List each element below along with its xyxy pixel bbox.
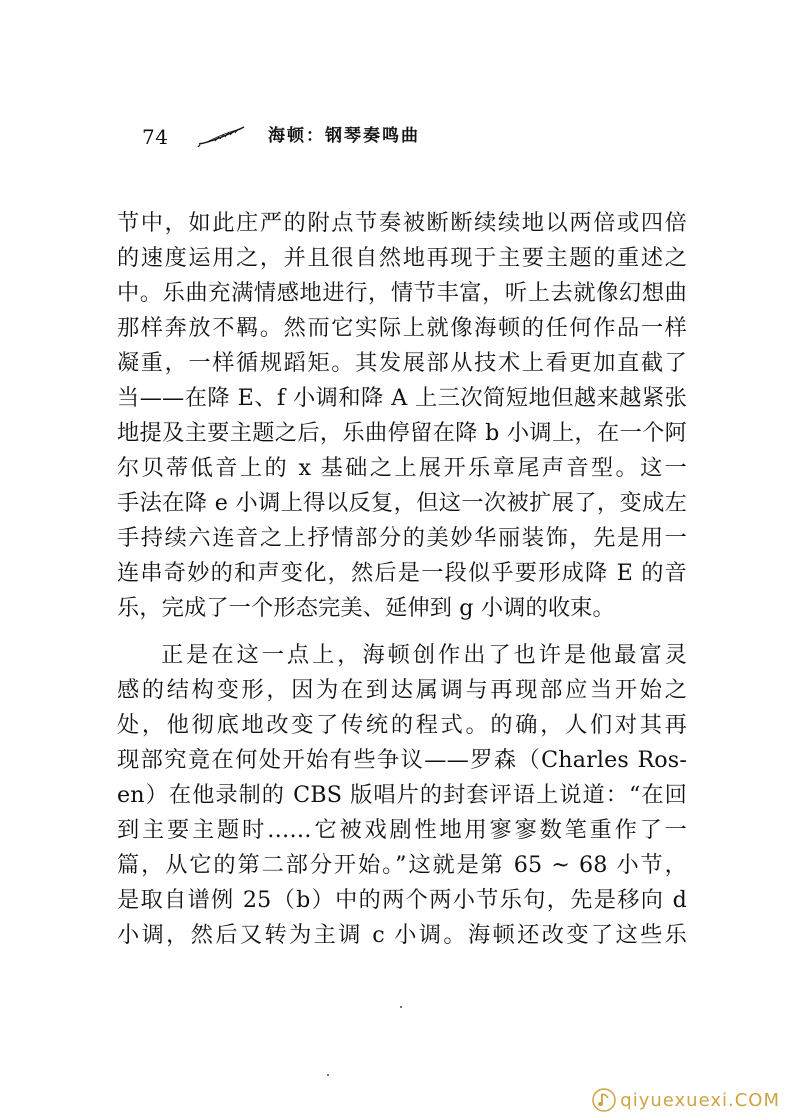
text-line: 篇，从它的第二部分开始。”这就是第 65 ~ 68 小节， [117, 852, 687, 878]
text-line: 节中，如此庄严的附点节奏被断断续续地以两倍或四倍 [117, 210, 687, 236]
page-number: 74 [142, 125, 169, 149]
text-line: 尔贝蒂低音上的 x 基础之上展开乐章尾声音型。这一 [117, 455, 687, 481]
running-title: 海顿：钢琴奏鸣曲 [268, 126, 420, 146]
text-line: 那样奔放不羁。然而它实际上就像海顿的任何作品一样 [117, 315, 687, 341]
text-line: 的速度运用之，并且很自然地再现于主要主题的重述之 [117, 245, 687, 271]
body-text [117, 206, 687, 953]
watermark-text: qiyuexuexi.COM [620, 1089, 780, 1111]
text-line: 现部究竟在何处开始有些争议——罗森（Charles Ros- [117, 747, 687, 773]
text-line: 处，他彻底地改变了传统的程式。的确，人们对其再 [117, 712, 687, 738]
scan-speck [400, 1006, 402, 1008]
text-line: 连串奇妙的和声变化，然后是一段似乎要形成降 E 的音 [117, 560, 687, 586]
text-line: 中。乐曲充满情感地进行，情节丰富，听上去就像幻想曲 [117, 280, 687, 306]
scan-speck [327, 1074, 329, 1076]
text-line: 感的结构变形，因为在到达属调与再现部应当开始之 [117, 677, 687, 703]
text-line: 到主要主题时……它被戏剧性地用寥寥数笔重作了一 [117, 817, 687, 843]
site-watermark [592, 1085, 780, 1115]
text-line: 乐，完成了一个形态完美、延伸到 g 小调的收束。 [117, 595, 615, 621]
text-line: 小调，然后又转为主调 c 小调。海顿还改变了这些乐 [117, 922, 687, 948]
text-line: 手法在降 e 小调上得以反复，但这一次被扩展了，变成左 [117, 490, 687, 516]
text-line: 凝重，一样循规蹈矩。其发展部从技术上看更加直截了 [117, 350, 687, 376]
page-header [142, 120, 562, 156]
text-line: 当——在降 E、f 小调和降 A 上三次简短地但越来越紧张 [117, 385, 687, 411]
text-line: en）在他录制的 CBS 版唱片的封套评语上说道：“在回 [117, 782, 687, 808]
text-line: 正是在这一点上，海顿创作出了也许是他最富灵 [161, 642, 687, 668]
quill-ornament-icon [197, 124, 247, 148]
music-note-logo-icon [592, 1088, 616, 1112]
text-line: 是取自谱例 25（b）中的两个两小节乐句，先是移向 d [117, 887, 687, 913]
text-line: 地提及主要主题之后，乐曲停留在降 b 小调上，在一个阿 [117, 420, 687, 446]
text-line: 手持续六连音之上抒情部分的美妙华丽装饰，先是用一 [117, 525, 687, 551]
